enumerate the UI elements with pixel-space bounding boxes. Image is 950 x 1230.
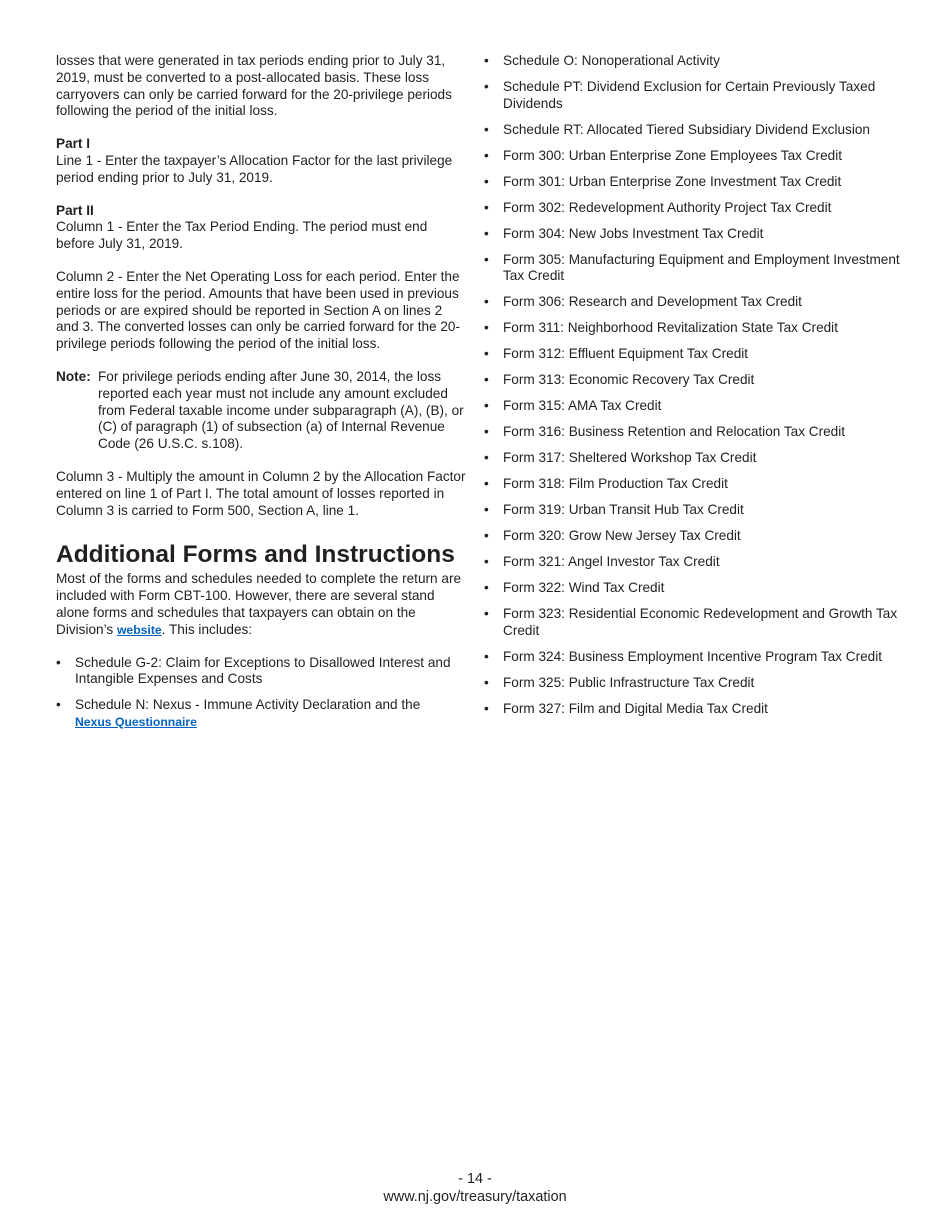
- list-item-text: Schedule O: Nonoperational Activity: [503, 53, 720, 68]
- bullet-icon: •: [484, 173, 489, 189]
- bullet-icon: •: [484, 606, 489, 622]
- bullet-icon: •: [484, 294, 489, 310]
- list-item-text: Form 324: Business Employment Incentive Program Tax Credit: [503, 649, 883, 665]
- list-item-text: Schedule G-2: Claim for Exceptions to Disallowed Interest and Intangible Expenses and Costs: [75, 654, 451, 687]
- left-forms-list: [56, 655, 468, 731]
- list-item-text: Form 323: Residential Economic Redevelopment and Growth Tax Credit: [503, 606, 898, 639]
- right-forms-list: [484, 53, 904, 718]
- bullet-icon: •: [484, 675, 489, 691]
- list-item-text: Form 320: Grow New Jersey Tax Credit: [503, 528, 741, 544]
- note-block: [56, 369, 468, 453]
- bullet-icon: •: [484, 701, 489, 717]
- list-item: [484, 424, 904, 441]
- list-item: [484, 320, 904, 337]
- footer-url: www.nj.gov/treasury/taxation: [383, 1189, 567, 1205]
- list-item: [484, 554, 904, 571]
- list-item: [484, 450, 904, 467]
- bullet-icon: •: [484, 554, 489, 570]
- list-item: [484, 606, 904, 640]
- list-item: [484, 294, 904, 311]
- right-column: [484, 53, 904, 727]
- intro-text-after-link: . This includes:: [161, 621, 253, 637]
- page-number: - 14 -: [458, 1171, 492, 1187]
- bullet-icon: •: [484, 502, 489, 518]
- list-item: [484, 346, 904, 363]
- bullet-icon: •: [56, 654, 61, 670]
- list-item: [484, 580, 904, 597]
- bullet-icon: •: [484, 53, 489, 68]
- bullet-icon: •: [484, 424, 489, 440]
- list-item-text: Form 322: Wind Tax Credit: [503, 580, 665, 596]
- intro-paragraph: losses that were generated in tax periods ending prior to July 31, 2019, must be converted to a post-allocated basis. These loss carryovers can only be carried forward for the 20-privilege periods following the period of the initial loss.: [56, 53, 452, 119]
- note-text: For privilege periods ending after June 30, 2014, the loss reported each year must not include any amount excluded from Federal taxable income under subparagraph (A), (B), or (C) of paragraph (1) of subsection (a) of Internal Revenue Code (26 U.S.C. s.108).: [98, 368, 464, 452]
- column-1-text: Column 1 - Enter the Tax Period Ending. The period must end before July 31, 2019.: [56, 219, 428, 252]
- list-item-text: Form 312: Effluent Equipment Tax Credit: [503, 346, 749, 362]
- list-item: [484, 226, 904, 243]
- list-item-text: Form 305: Manufacturing Equipment and Employment Investment Tax Credit: [503, 251, 900, 284]
- list-item: [484, 174, 904, 191]
- bullet-icon: •: [484, 476, 489, 492]
- additional-forms-intro: [56, 571, 468, 638]
- part-1-heading: Part I: [56, 136, 90, 152]
- list-item-text: Form 327: Film and Digital Media Tax Credit: [503, 701, 768, 717]
- bullet-icon: •: [484, 147, 489, 163]
- list-item-text: Form 321: Angel Investor Tax Credit: [503, 554, 720, 570]
- list-item: [484, 528, 904, 545]
- bullet-icon: •: [484, 251, 489, 267]
- bullet-icon: •: [484, 199, 489, 215]
- list-item: [484, 398, 904, 415]
- list-item: [484, 502, 904, 519]
- list-item: [484, 252, 904, 286]
- part-1-text: Line 1 - Enter the taxpayer’s Allocation Factor for the last privilege period ending prior to July 31, 2019.: [56, 152, 453, 185]
- bullet-icon: •: [484, 372, 489, 388]
- intro-text-before-link: Most of the forms and schedules needed to complete the return are included with Form CBT-100. However, there are several stand alone forms and schedules that taxpayers can obtain on the Division’s: [56, 571, 462, 637]
- website-link[interactable]: website: [116, 622, 162, 637]
- note-label: Note:: [56, 368, 91, 384]
- column-3-text: Column 3 - Multiply the amount in Column 2 by the Allocation Factor entered on line 1 of Part I. The total amount of losses reported in Column 3 is carried to Form 500, Section A, line 1.: [56, 468, 466, 518]
- list-item-text: Form 319: Urban Transit Hub Tax Credit: [503, 502, 744, 518]
- list-item: [56, 697, 468, 731]
- list-item: [484, 372, 904, 389]
- list-item: [484, 476, 904, 493]
- bullet-icon: •: [484, 225, 489, 241]
- list-item: [484, 79, 904, 113]
- list-item-text: Schedule PT: Dividend Exclusion for Certain Previously Taxed Dividends: [503, 78, 876, 111]
- list-item: [484, 53, 904, 70]
- list-item-text: Schedule RT: Allocated Tiered Subsidiary Dividend Exclusion: [503, 121, 870, 137]
- list-item-text: Schedule N: Nexus - Immune Activity Declaration and the: [75, 696, 421, 712]
- bullet-icon: •: [484, 398, 489, 414]
- list-item: [56, 655, 468, 689]
- list-item: [484, 701, 904, 718]
- list-item-text: Form 306: Research and Development Tax Credit: [503, 294, 802, 310]
- list-item: [484, 675, 904, 692]
- list-item-text: Form 300: Urban Enterprise Zone Employees Tax Credit: [503, 147, 842, 163]
- additional-forms-heading: Additional Forms and Instructions: [56, 541, 455, 569]
- bullet-icon: •: [484, 649, 489, 665]
- list-item-text: Form 315: AMA Tax Credit: [503, 398, 662, 414]
- bullet-icon: •: [484, 346, 489, 362]
- bullet-icon: •: [484, 78, 489, 94]
- bullet-icon: •: [484, 580, 489, 596]
- list-item-text: Form 317: Sheltered Workshop Tax Credit: [503, 450, 757, 466]
- nexus-questionnaire-link[interactable]: Nexus Questionnaire: [75, 714, 197, 729]
- column-2-text: Column 2 - Enter the Net Operating Loss for each period. Enter the entire loss for the period. Amounts that have been used in previous periods or are expired should be reported in Section A on lines 2 and 3. The converted losses can only be carried forward for the 20-privilege periods following the period of the initial loss.: [56, 268, 461, 352]
- list-item-text: Form 316: Business Retention and Relocation Tax Credit: [503, 424, 846, 440]
- bullet-icon: •: [56, 696, 61, 712]
- list-item-text: Form 304: New Jobs Investment Tax Credit: [503, 225, 764, 241]
- list-item: [484, 148, 904, 165]
- bullet-icon: •: [484, 320, 489, 336]
- list-item-text: Form 311: Neighborhood Revitalization State Tax Credit: [503, 320, 838, 336]
- list-item: [484, 649, 904, 666]
- list-item-text: Form 325: Public Infrastructure Tax Credit: [503, 675, 755, 691]
- bullet-icon: •: [484, 528, 489, 544]
- left-column: [56, 53, 468, 739]
- list-item-text: Form 313: Economic Recovery Tax Credit: [503, 372, 755, 388]
- part-2-section: [56, 203, 468, 253]
- bullet-icon: •: [484, 121, 489, 137]
- list-item-text: Form 302: Redevelopment Authority Project Tax Credit: [503, 199, 832, 215]
- list-item: [484, 200, 904, 217]
- list-item-text: Form 301: Urban Enterprise Zone Investment Tax Credit: [503, 173, 842, 189]
- bullet-icon: •: [484, 450, 489, 466]
- part-2-heading: Part II: [56, 202, 94, 218]
- list-item-text: Form 318: Film Production Tax Credit: [503, 476, 728, 492]
- part-1-section: [56, 136, 468, 186]
- list-item: [484, 122, 904, 139]
